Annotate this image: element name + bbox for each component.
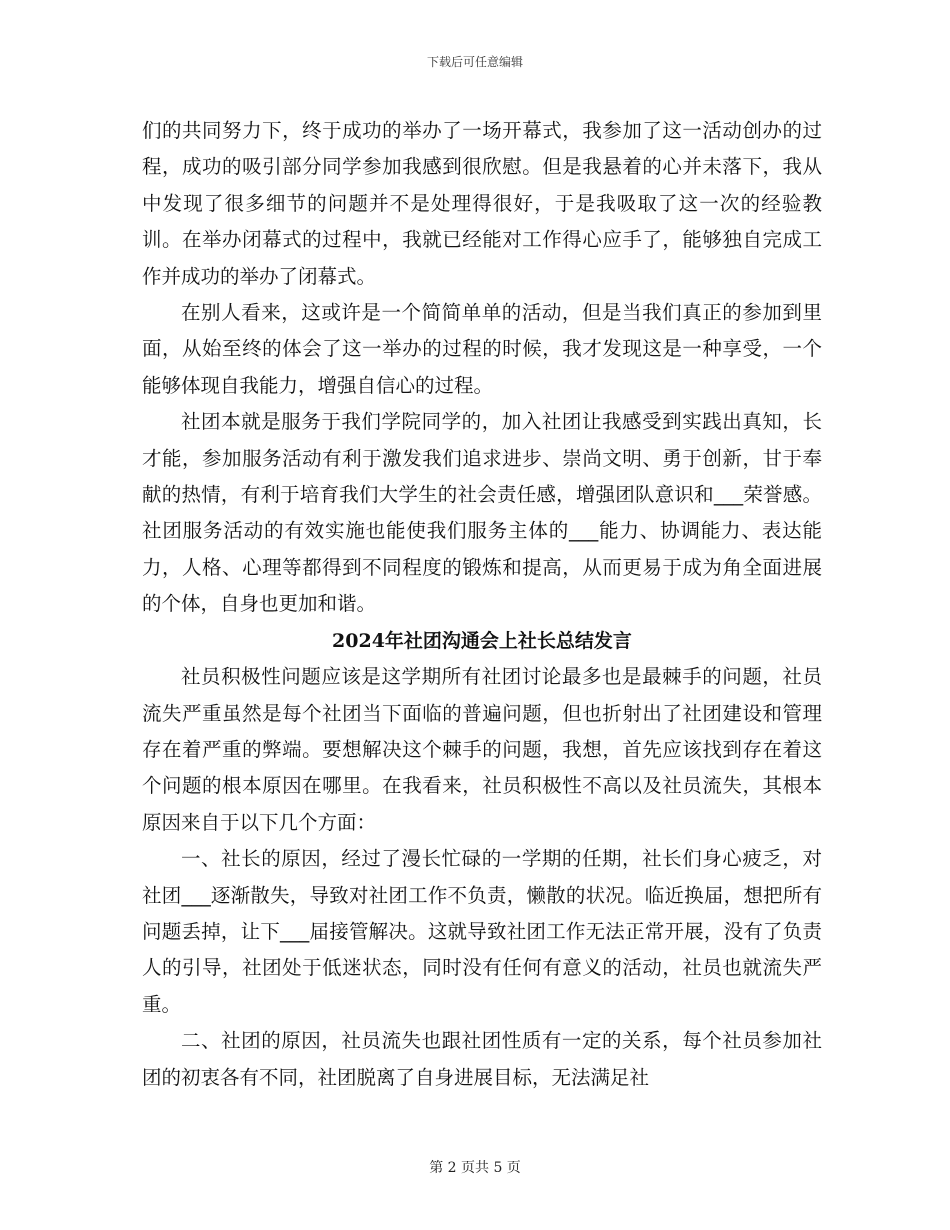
paragraph: 们的共同努力下，终于成功的举办了一场开幕式，我参加了这一活动创办的过程，成功的吸引部分同学参加我感到很欣慰。但是我悬着的心并未落下，我从中发现了很多细节的问题并不是处理得很好，于是我吸取了这一次的经验教训。在举办闭幕式的过程中，我就已经能对工作得心应手了，能够独自完成工作并成功的举办了闭幕式。 bbox=[142, 119, 822, 288]
paragraph: 社团本就是服务于我们学院同学的，加入社团让我感受到实践出真知，长才能，参加服务活动有利于激发我们追求进步、崇尚文明、勇于创新，甘于奉献的热情，有利于培育我们大学生的社会责任感，增强团队意识和___荣誉感。社团服务活动的有效实施也能使我们服务主体的___能力、协调能力、表达能力，人格、心理等都得到不同程度的锻炼和提高，从而更易于成为角全面进展的个体，自身也更加和谐。 bbox=[142, 410, 822, 616]
paragraph: 社员积极性问题应该是这学期所有社团讨论最多也是最棘手的问题，社员流失严重虽然是每个社团当下面临的普遍问题，但也折射出了社团建设和管理存在着严重的弊端。要想解决这个棘手的问题，我想，首先应该找到存在着这个问题的根本原因在哪里。在我看来，社员积极性不高以及社员流失，其根本原因来自于以下几个方面： bbox=[142, 665, 822, 834]
page-header: 下载后可任意编辑 bbox=[426, 55, 523, 69]
page-footer: 第 2 页共 5 页 bbox=[429, 1160, 521, 1176]
paragraph: 二、社团的原因，社员流失也跟社团性质有一定的关系，每个社员参加社团的初衷各有不同，社团脱离了自身进展目标，无法满足社 bbox=[142, 1029, 822, 1089]
document-body bbox=[142, 113, 822, 1096]
paragraph: 在别人看来，这或许是一个简简单单的活动，但是当我们真正的参加到里面，从始至终的体会了这一举办的过程的时候，我才发现这是一种享受，一个能够体现自我能力，增强自信心的过程。 bbox=[142, 301, 822, 397]
section-title: 2024年社团沟通会上社长总结发言 bbox=[332, 629, 632, 652]
paragraph: 一、社长的原因，经过了漫长忙碌的一学期的任期，社长们身心疲乏，对社团___逐渐散失，导致对社团工作不负责，懒散的状况。临近换届，想把所有问题丢掉，让下___届接管解决。这就导致社团工作无法正常开展，没有了负责人的引导，社团处于低迷状态，同时没有任何有意义的活动，社员也就流失严重。 bbox=[142, 847, 822, 1016]
